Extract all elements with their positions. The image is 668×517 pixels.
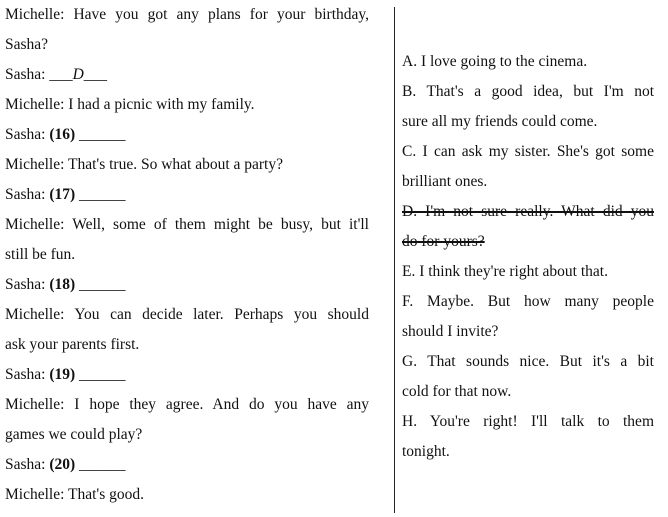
dialogue-line	[5, 450, 369, 480]
dialogue-line	[5, 360, 369, 390]
option-line: sure all my friends could come.	[402, 113, 598, 130]
question-number: (16)	[49, 126, 76, 143]
dialogue-text: Sasha?	[5, 36, 49, 53]
option-line: H. You're right! I'll talk to them	[402, 413, 654, 430]
option-line: cold for that now.	[402, 383, 512, 400]
dialogue-text: Michelle: I hope they agree. And do you have any	[5, 396, 369, 413]
option-line: A. I love going to the cinema.	[402, 53, 588, 70]
dialogue-line	[5, 210, 369, 240]
dialogue-line	[5, 90, 369, 120]
options-column	[402, 47, 654, 467]
example-answer: D	[72, 66, 84, 83]
option-line: B. That's a good idea, but I'm not	[402, 83, 654, 100]
dialogue-text: games we could play?	[5, 426, 143, 443]
dialogue-line	[5, 390, 369, 420]
answer-blank: ___	[83, 66, 108, 83]
column-divider	[394, 7, 395, 513]
option-line-used: do for yours?	[402, 233, 485, 250]
dialogue-line	[5, 270, 369, 300]
option-line: F. Maybe. But how many people	[402, 293, 654, 310]
dialogue-text: Michelle: That's true. So what about a party?	[5, 156, 283, 173]
dialogue-text: Michelle: That's good.	[5, 486, 144, 503]
question-number: (19)	[49, 366, 76, 383]
dialogue-text: Michelle: I had a picnic with my family.	[5, 96, 255, 113]
option-line: C. I can ask my sister. She's got some	[402, 143, 654, 160]
option-line-used: D. I'm not sure really. What did you	[402, 203, 654, 220]
dialogue-text: Sasha:	[5, 276, 50, 293]
option-line: should I invite?	[402, 323, 499, 340]
dialogue-text: Sasha:	[5, 366, 50, 383]
dialogue-line	[5, 150, 369, 180]
question-number: (20)	[49, 456, 76, 473]
dialogue-line	[5, 480, 369, 510]
dialogue-line	[5, 30, 369, 60]
answer-blank: ______	[75, 456, 126, 473]
dialogue-text: ask your parents first.	[5, 336, 140, 353]
answer-blank: ______	[75, 126, 126, 143]
option-line: brilliant ones.	[402, 173, 488, 190]
dialogue-text: Sasha:	[5, 126, 50, 143]
dialogue-line	[5, 330, 369, 360]
answer-blank: ______	[75, 186, 126, 203]
dialogue-line	[5, 240, 369, 270]
dialogue-text: Michelle: Have you got any plans for your birthday,	[5, 6, 369, 23]
dialogue-text: Michelle: Well, some of them might be busy, but it'll	[5, 216, 369, 233]
dialogue-text: still be fun.	[5, 246, 76, 263]
question-number: (18)	[49, 276, 76, 293]
option-line: G. That sounds nice. But it's a bit	[402, 353, 654, 370]
dialogue-text: Sasha: ___	[5, 66, 73, 83]
answer-blank: ______	[75, 276, 126, 293]
option-line: E. I think they're right about that.	[402, 263, 608, 280]
dialogue-text: Sasha:	[5, 456, 50, 473]
dialogue-line	[5, 60, 369, 90]
dialogue-column	[5, 0, 369, 510]
dialogue-line	[5, 0, 369, 30]
dialogue-line	[5, 180, 369, 210]
dialogue-line	[5, 420, 369, 450]
dialogue-line	[5, 300, 369, 330]
dialogue-line	[5, 120, 369, 150]
answer-blank: ______	[75, 366, 126, 383]
dialogue-text: Sasha:	[5, 186, 50, 203]
option-line: tonight.	[402, 443, 450, 460]
dialogue-text: Michelle: You can decide later. Perhaps you should	[5, 306, 369, 323]
question-number: (17)	[49, 186, 76, 203]
